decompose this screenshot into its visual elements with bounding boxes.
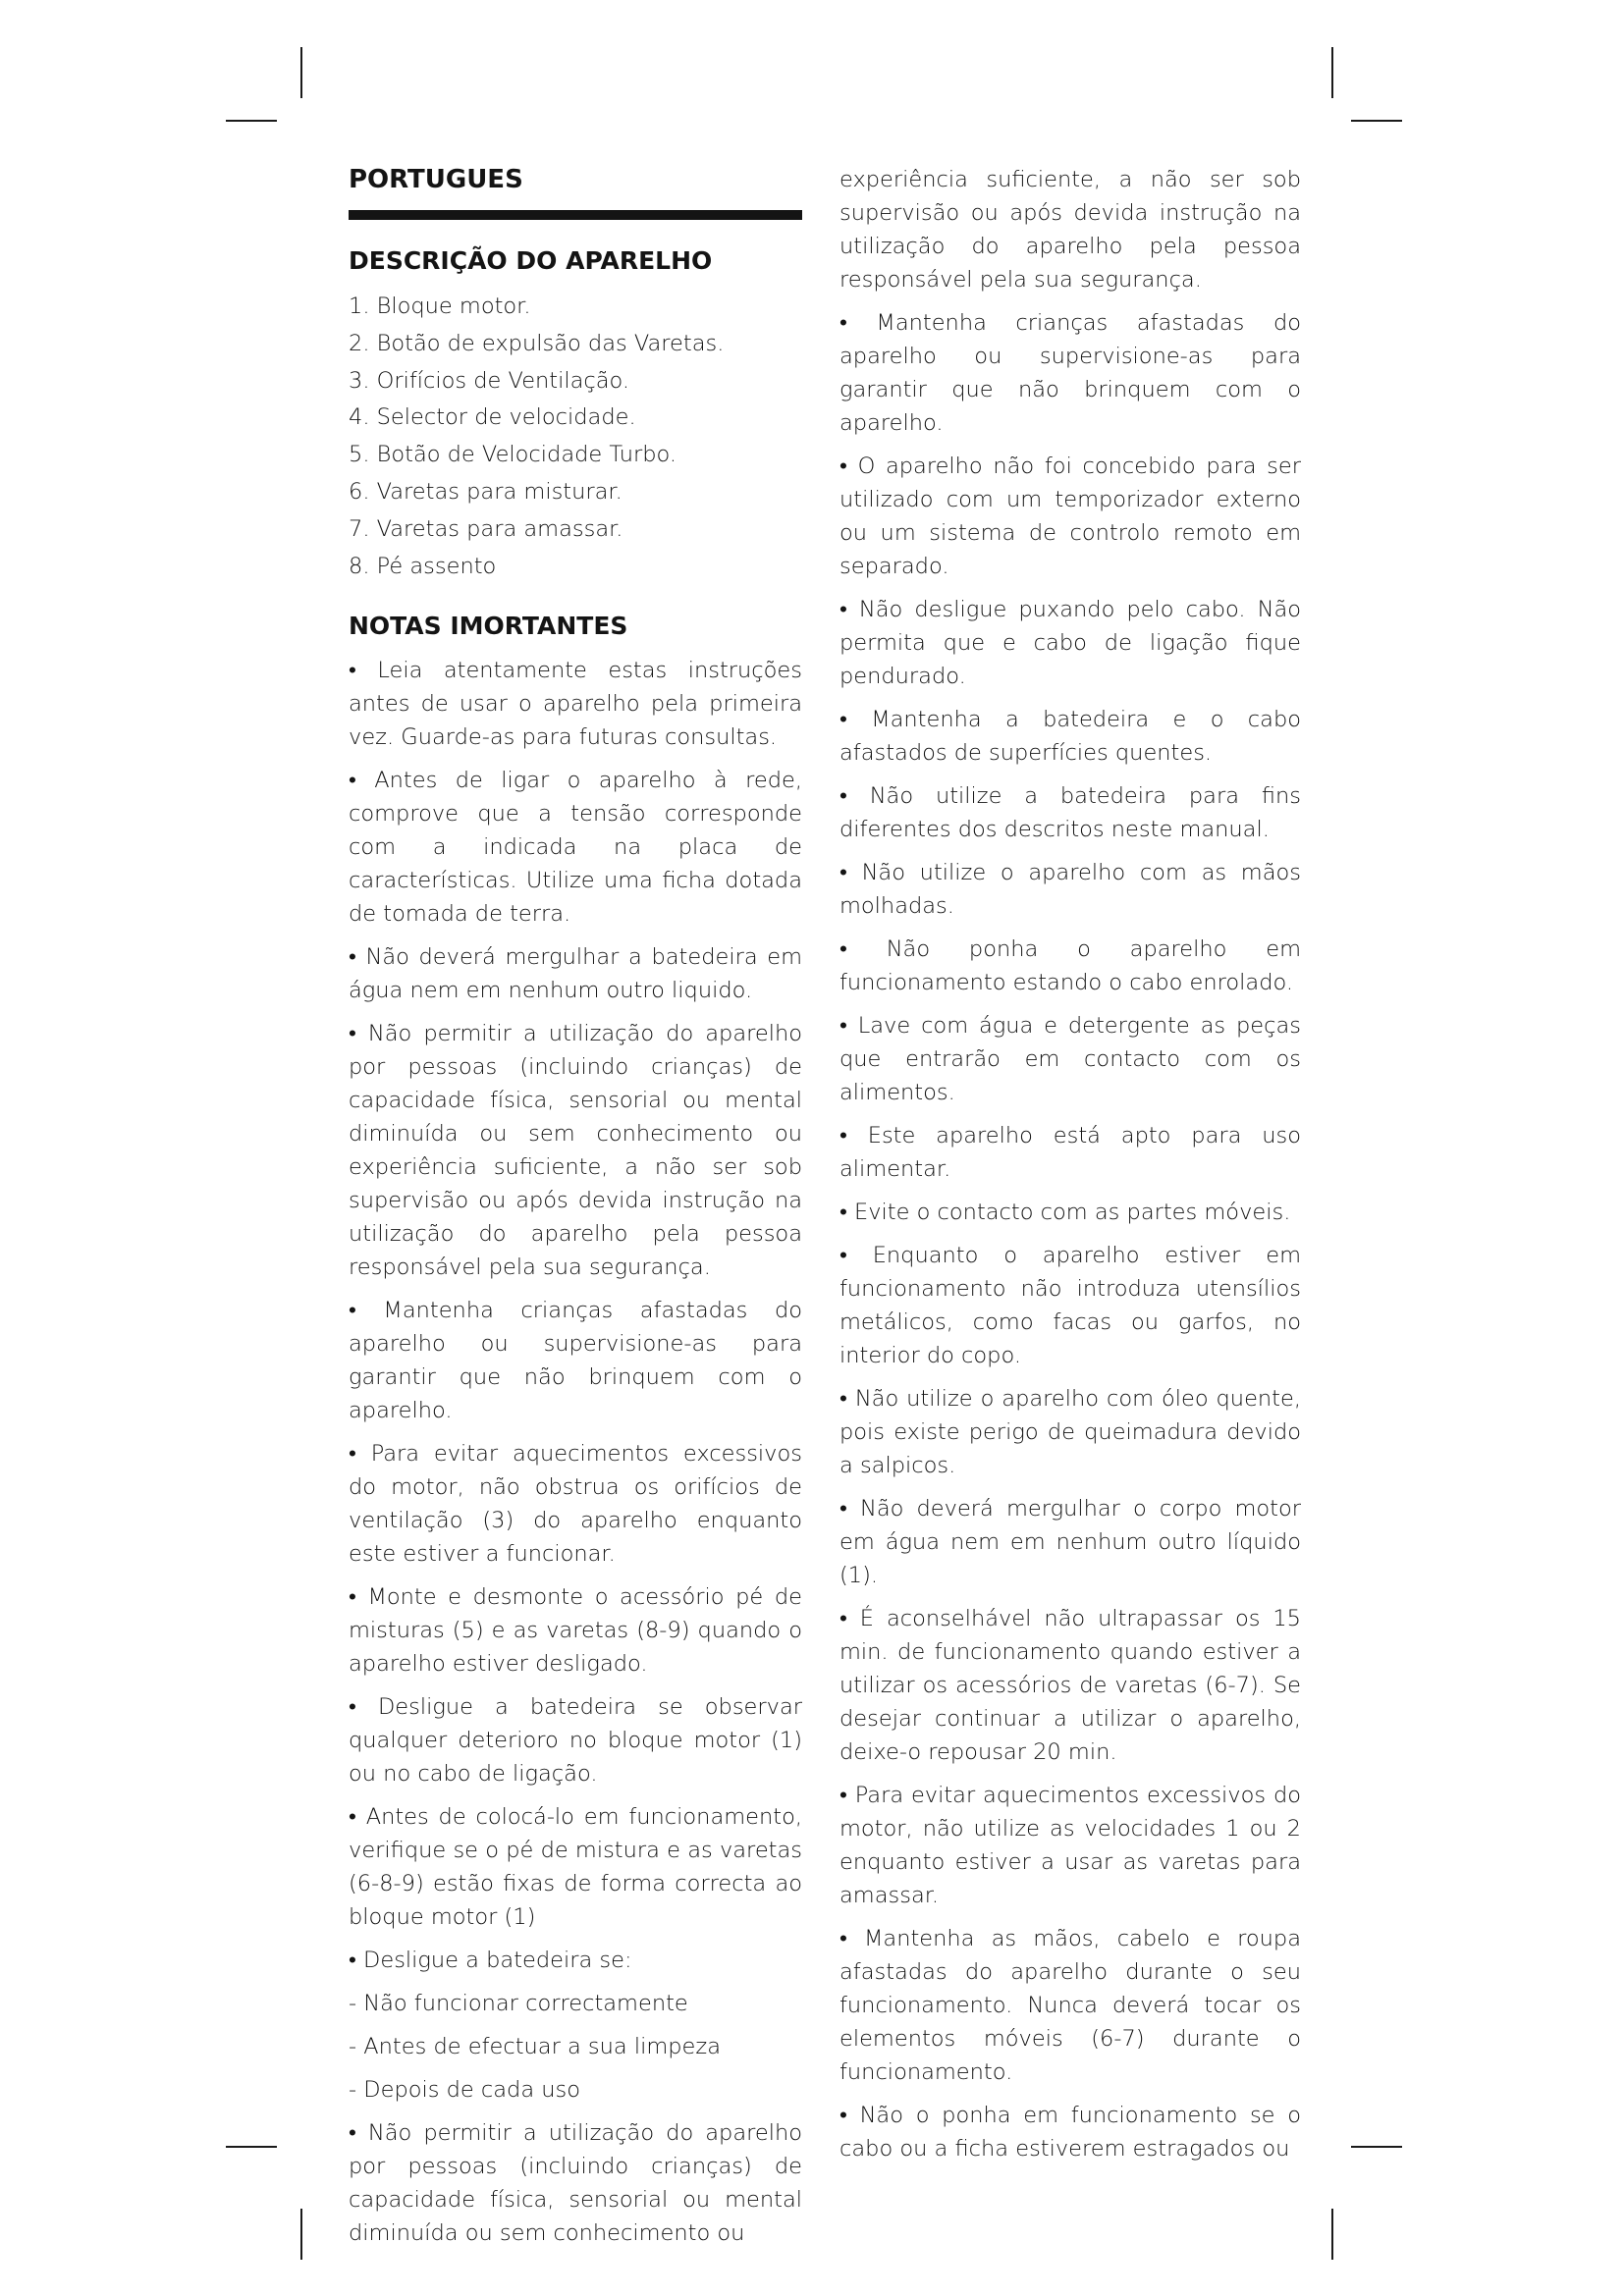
dash-item: - Depois de cada uso <box>349 2077 581 2104</box>
note-paragraph: • Não deverá mergulhar a batedeira em água nem em nenhum outro liquido. <box>349 944 802 1004</box>
dash-item: - Antes de efectuar a sua limpeza <box>349 2034 721 2060</box>
note-paragraph: • Antes de ligar o aparelho à rede, comprove que a tensão corresponde com a indicada na placa de características. Utilize uma ficha dotada de tomada de terra. <box>349 768 802 928</box>
description-item: 6. Varetas para misturar. <box>349 478 623 505</box>
note-paragraph: • Não o ponha em funcionamento se o cabo ou a ficha estiverem estragados ou <box>839 2103 1301 2162</box>
language-title: PORTUGUES <box>349 165 523 194</box>
description-item: 2. Botão de expulsão das Varetas. <box>349 330 725 356</box>
left-column <box>349 163 802 2260</box>
note-paragraph: • Não utilize a batedeira para fins diferentes dos descritos neste manual. <box>839 783 1301 842</box>
note-paragraph: • Mantenha crianças afastadas do aparelho ou supervisione-as para garantir que não brinquem com o aparelho. <box>839 310 1301 436</box>
note-paragraph: • Não ponha o aparelho em funcionamento estando o cabo enrolado. <box>839 936 1301 995</box>
note-paragraph: • Mantenha a batedeira e o cabo afastados de superfícies quentes. <box>839 707 1301 766</box>
description-list <box>349 289 802 585</box>
note-paragraph: • Mantenha as mãos, cabelo e roupa afastadas do aparelho durante o seu funcionamento. Nunca deverá tocar os elementos móveis (6-7) durante o funcionamento. <box>839 1926 1301 2085</box>
description-item: 3. Orifícios de Ventilação. <box>349 367 630 394</box>
title-rule <box>349 210 802 220</box>
description-item: 5. Botão de Velocidade Turbo. <box>349 442 677 468</box>
crop-mark-top-right-horizontal <box>1351 120 1402 122</box>
note-paragraph: • Não desligue puxando pelo cabo. Não permita que e cabo de ligação fique pendurado. <box>839 597 1301 689</box>
crop-mark-top-left-horizontal <box>226 120 277 122</box>
crop-mark-bottom-left-vertical <box>300 2209 302 2260</box>
note-paragraph: • Para evitar aquecimentos excessivos do motor, não obstrua os orifícios de ventilação (3) do aparelho enquanto este estiver a funcionar. <box>349 1441 802 1568</box>
note-paragraph: • Não permitir a utilização do aparelho por pessoas (incluindo crianças) de capacidade física, sensorial ou mental diminuída ou sem conhecimento ou <box>349 2120 802 2247</box>
continued-paragraph: experiência suficiente, a não ser sob supervisão ou após devida instrução na utilização do aparelho pela pessoa responsável pela sua segurança. <box>839 167 1301 293</box>
note-paragraph: • Monte e desmonte o acessório pé de misturas (5) e as varetas (8-9) quando o aparelho estiver desligado. <box>349 1584 802 1678</box>
dash-item: - Não funcionar correctamente <box>349 1991 688 2017</box>
note-paragraph: • É aconselhável não ultrapassar os 15 min. de funcionamento quando estiver a utilizar os acessórios de varetas (6-7). Se desejar continuar a utilizar o aparelho, deixe-o repousar 20 min. <box>839 1606 1301 1765</box>
right-column <box>839 163 1301 2175</box>
note-paragraph: • Evite o contacto com as partes móveis. <box>839 1200 1291 1225</box>
crop-mark-bottom-right-vertical <box>1331 2209 1333 2260</box>
description-item: 1. Bloque motor. <box>349 294 531 319</box>
description-item: 8. Pé assento <box>349 553 497 579</box>
crop-mark-top-left-vertical <box>300 47 302 98</box>
crop-mark-bottom-right-horizontal <box>1351 2146 1402 2148</box>
note-paragraph: • Não utilize o aparelho com as mãos molhadas. <box>839 860 1301 919</box>
description-heading: DESCRIÇÃO DO APARELHO <box>349 246 713 275</box>
note-paragraph: • Este aparelho está apto para uso alimentar. <box>839 1123 1301 1182</box>
note-paragraph: • Desligue a batedeira se: <box>349 1948 632 1974</box>
note-paragraph: • Mantenha crianças afastadas do aparelho ou supervisione-as para garantir que não brinquem com o aparelho. <box>349 1298 802 1424</box>
note-paragraph: • O aparelho não foi concebido para ser utilizado com um temporizador externo ou um sistema de controlo remoto em separado. <box>839 454 1301 579</box>
note-paragraph: • Leia atentamente estas instruções antes de usar o aparelho pela primeira vez. Guarde-as para futuras consultas. <box>349 658 802 751</box>
notes-heading: NOTAS IMORTANTES <box>349 612 628 641</box>
note-paragraph: • Não utilize o aparelho com óleo quente, pois existe perigo de queimadura devido a salpicos. <box>839 1386 1301 1478</box>
note-paragraph: • Lave com água e detergente as peças que entrarão em contacto com os alimentos. <box>839 1013 1301 1105</box>
note-paragraph: • Enquanto o aparelho estiver em funcionamento não introduza utensílios metálicos, como facas ou garfos, no interior do copo. <box>839 1243 1301 1368</box>
crop-mark-bottom-left-horizontal <box>226 2146 277 2148</box>
note-paragraph: • Para evitar aquecimentos excessivos do motor, não utilize as velocidades 1 ou 2 enquanto estiver a usar as varetas para amassar. <box>839 1783 1301 1908</box>
crop-mark-top-right-vertical <box>1331 47 1333 98</box>
description-item: 7. Varetas para amassar. <box>349 515 623 542</box>
description-item: 4. Selector de velocidade. <box>349 404 636 431</box>
note-paragraph: • Não deverá mergulhar o corpo motor em água nem em nenhum outro líquido (1). <box>839 1496 1301 1588</box>
note-paragraph: • Desligue a batedeira se observar qualquer deterioro no bloque motor (1) ou no cabo de ligação. <box>349 1694 802 1788</box>
note-paragraph: • Antes de colocá-lo em funcionamento, verifique se o pé de mistura e as varetas (6-8-9) estão fixas de forma correcta ao bloque motor (1) <box>349 1804 802 1931</box>
note-paragraph: • Não permitir a utilização do aparelho por pessoas (incluindo crianças) de capacidade física, sensorial ou mental diminuída ou sem conhecimento ou experiência suficiente, a não ser sob supervisão ou após devida instrução na utilização do aparelho pela pessoa responsável pela sua segurança. <box>349 1021 802 1281</box>
